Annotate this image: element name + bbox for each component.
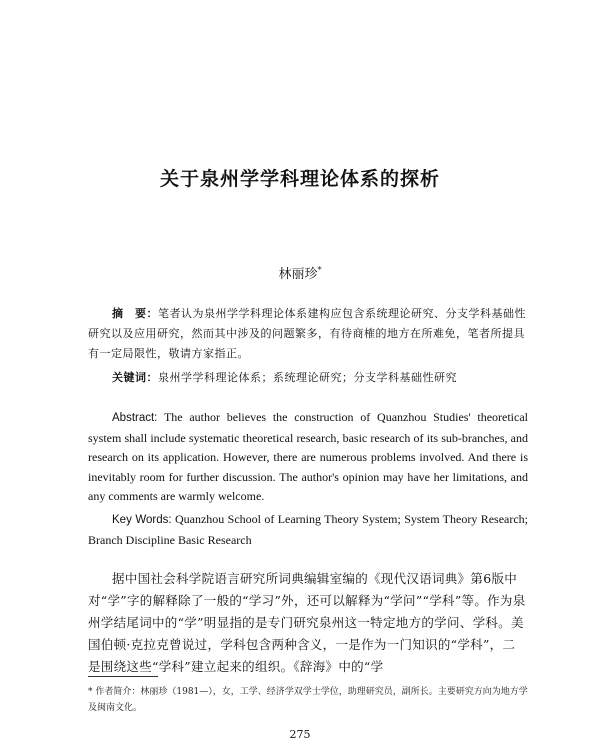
author-footnote-mark: *: [317, 265, 322, 275]
paper-title: 关于泉州学学科理论体系的探析: [159, 168, 440, 190]
keywords-cn-label: 关键词：: [112, 371, 158, 384]
english-keywords: [88, 510, 528, 550]
abstract-cn-text: 笔者认为泉州学学科理论体系建构应包含系统理论研究、分支学科基础性研究以及应用研究，然而其中涉及的问题繁多，有待商榷的地方在所难免，笔者所提具有一定局限性，敬请方家指正。: [88, 307, 526, 360]
body-paragraph-text: 据中国社会科学院语言研究所词典编辑室编的《现代汉语词典》第6版中对“学”字的解释除了一般的“学习”外，还可以解释为“学问”“学科”等。作为泉州学结尾词中的“学”明显指的是专门研究泉州这一特定地方的学问、学科。美国伯顿·克拉克曾说过，学科包含两种含义，一是作为一门知识的“学科”，二是围绕这些“学科”建立起来的组织。《辞海》中的“学: [88, 571, 526, 674]
keywords-cn-text: 泉州学学科理论体系；系统理论研究；分支学科基础性研究: [158, 371, 457, 384]
author-line: [0, 263, 600, 282]
english-abstract: [88, 408, 528, 507]
chinese-abstract: [88, 304, 528, 364]
author-name: 林丽珍: [278, 267, 318, 282]
footnote-divider: [88, 676, 158, 677]
keywords-en-label: Key Words:: [112, 514, 172, 526]
keywords-en-text: Quanzhou School of Learning Theory System; System Theory Research; Branch Discipline Basic Research: [88, 512, 529, 547]
author-footnote: * 作者简介：林丽珍（1981—），女，工学、经济学双学士学位，助理研究员，副所长。主要研究方向为地方学及闽南文化。: [88, 687, 528, 713]
abstract-cn-label: 摘 要：: [112, 307, 158, 320]
body-paragraph: [88, 568, 528, 678]
page-number: 275: [289, 728, 311, 741]
abstract-en-text: The author believes the construction of Quanzhou Studies' theoretical system shall include systematic theoretical research, basic research of its sub-branches, and research on its application. However, there are numerous problems involved. And there is inevitably room for further discussion. The author's opinion may have her limitations, and any comments are warmly welcome.: [88, 410, 528, 503]
chinese-keywords: [88, 368, 528, 388]
abstract-en-label: Abstract:: [112, 412, 158, 424]
